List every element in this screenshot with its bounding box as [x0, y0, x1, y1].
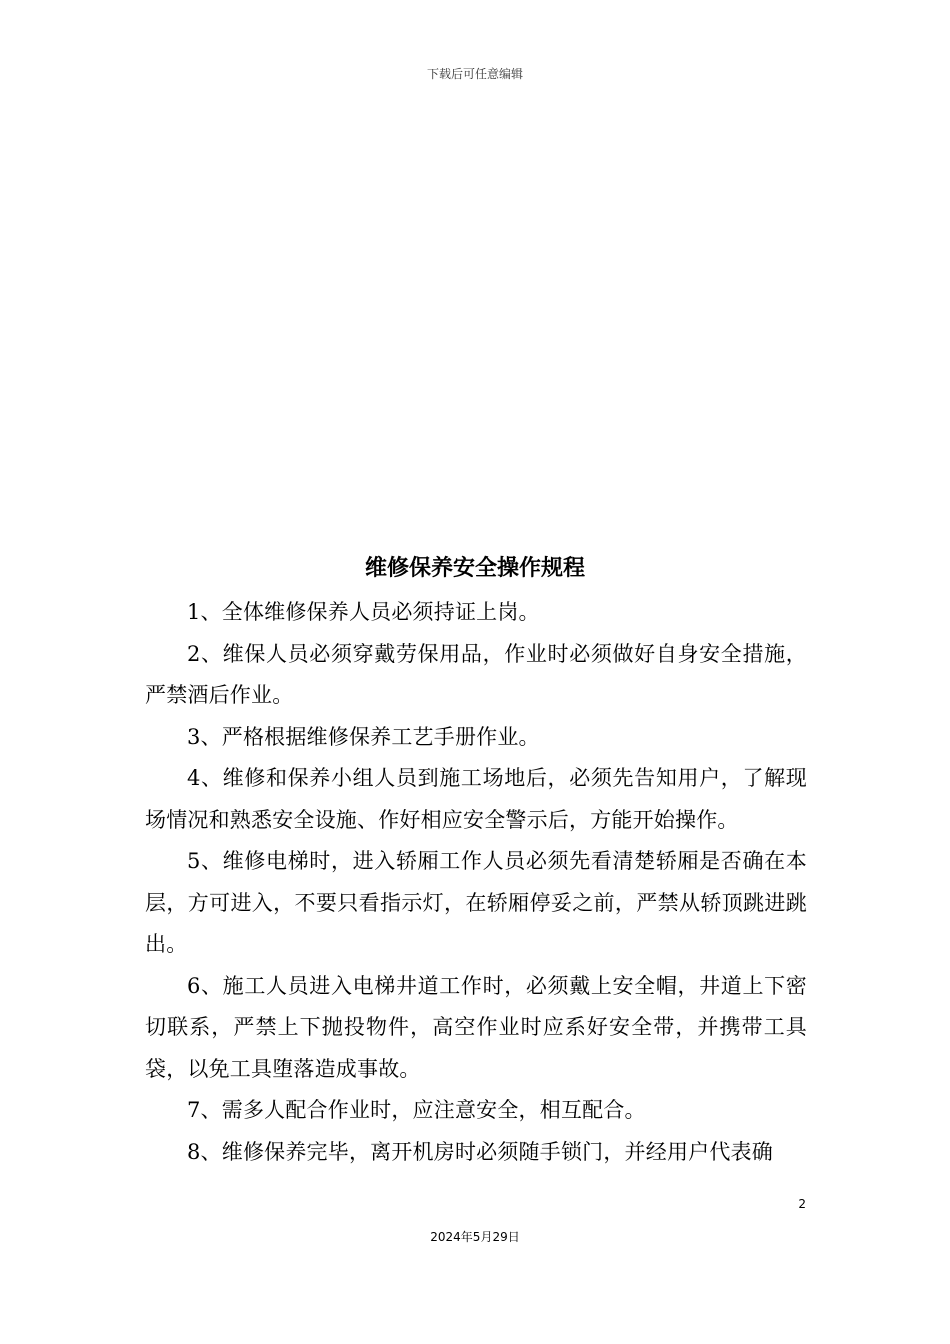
- rule-paragraph-2: 2、维保人员必须穿戴劳保用品，作业时必须做好自身安全措施，严禁酒后作业。: [145, 641, 807, 707]
- document-body: [145, 592, 807, 1173]
- page-number: 2: [798, 1197, 806, 1211]
- header-note: 下载后可任意编辑: [426, 67, 523, 81]
- rule-paragraph-7: 7、需多人配合作业时，应注意安全，相互配合。: [187, 1098, 646, 1122]
- document-title: 维修保养安全操作规程: [364, 556, 585, 581]
- rule-paragraph-1: 1、全体维修保养人员必须持证上岗。: [187, 600, 540, 624]
- rule-paragraph-6: 6、施工人员进入电梯井道工作时，必须戴上安全帽，井道上下密切联系，严禁上下抛投物件，高空作业时应系好安全带，并携带工具袋，以免工具堕落造成事故。: [145, 973, 807, 1081]
- rule-paragraph-3: 3、严格根据维修保养工艺手册作业。: [187, 724, 540, 749]
- rule-paragraph-4: 4、维修和保养小组人员到施工场地后，必须先告知用户，了解现场情况和熟悉安全设施、作好相应安全警示后，方能开始操作。: [145, 766, 807, 832]
- rule-paragraph-5: 5、维修电梯时，进入轿厢工作人员必须先看清楚轿厢是否确在本层，方可进入，不要只看指示灯，在轿厢停妥之前，严禁从轿顶跳进跳出。: [145, 849, 807, 956]
- footer-date: 2024年5月29日: [430, 1230, 520, 1244]
- rule-paragraph-8: 8、维修保养完毕，离开机房时必须随手锁门，并经用户代表确: [187, 1139, 773, 1164]
